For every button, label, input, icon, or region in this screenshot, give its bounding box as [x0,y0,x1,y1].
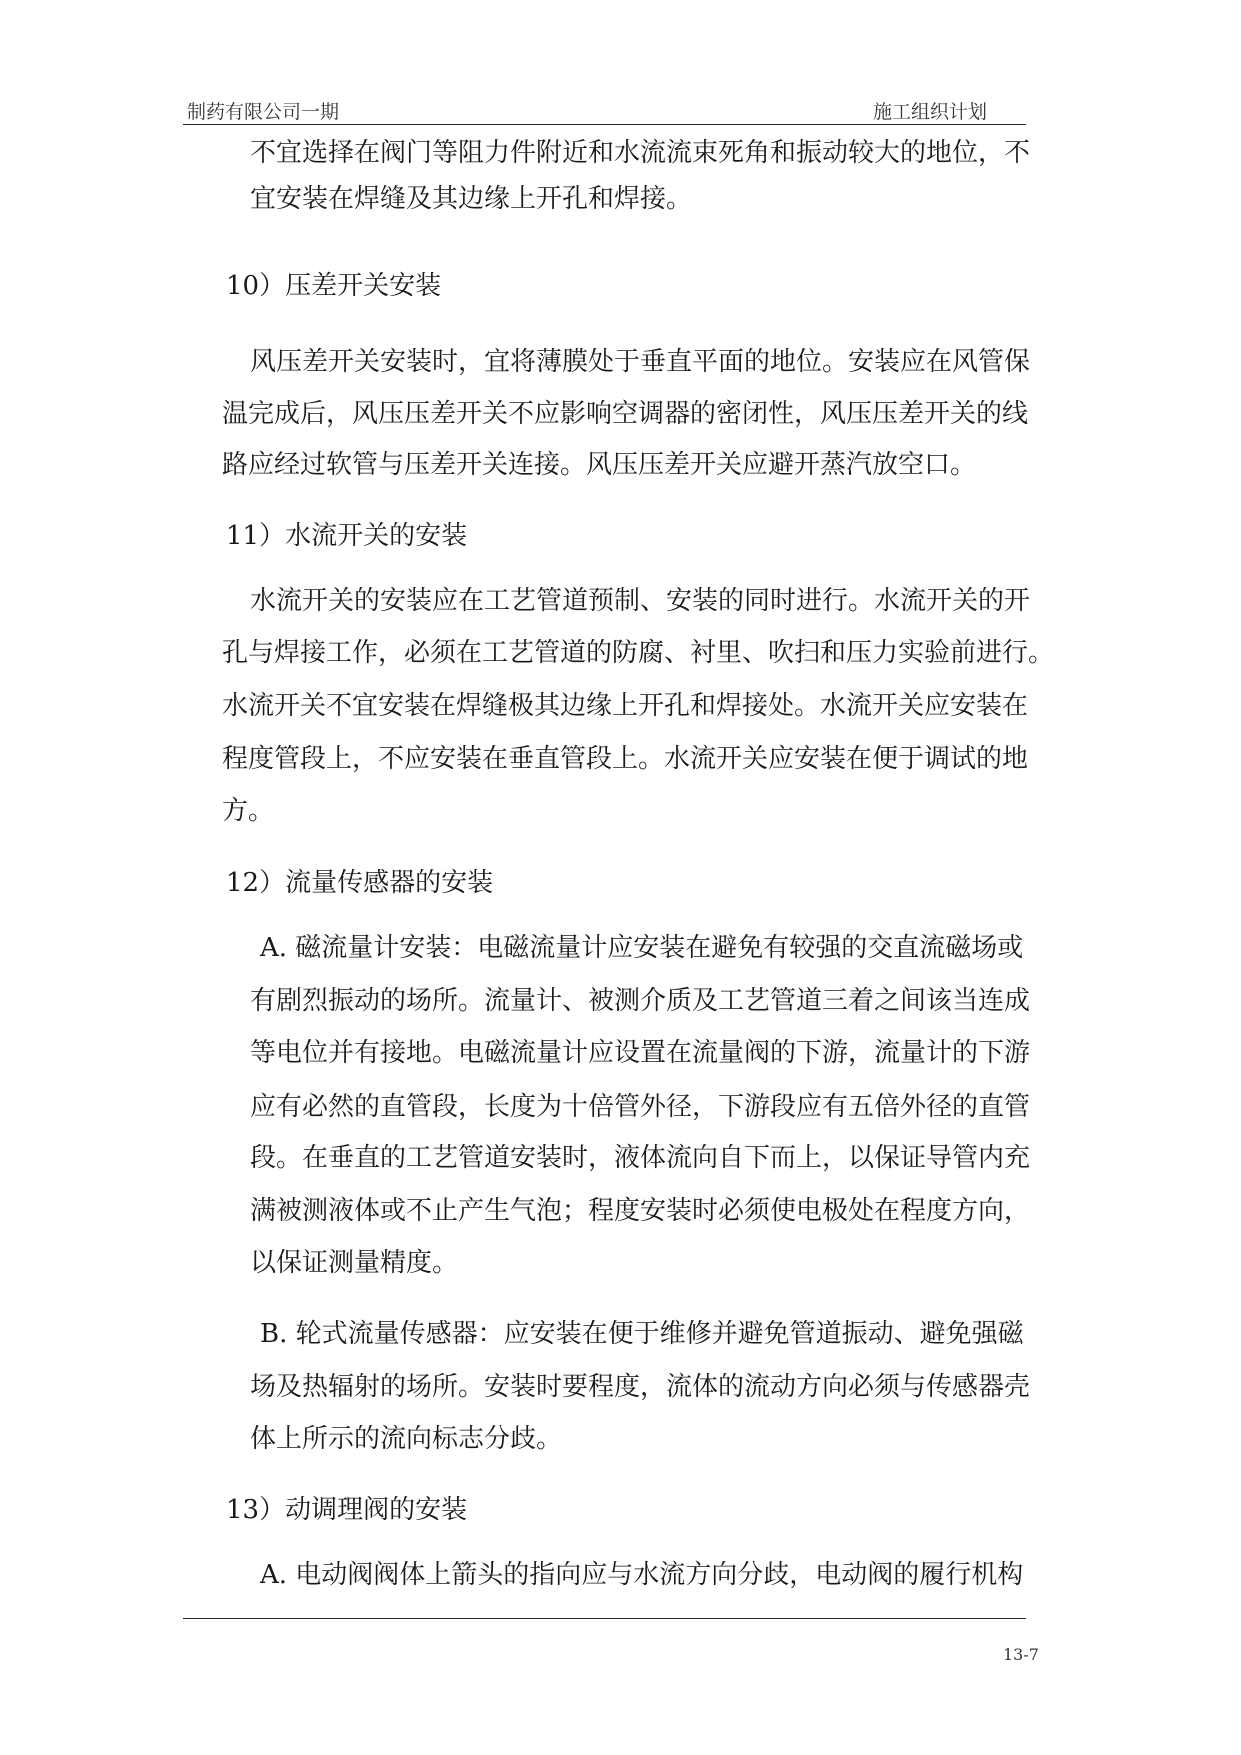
page-number: 13-7 [1003,1645,1039,1664]
header-divider [183,124,1026,125]
body-text-line: 水流开关的安装应在工艺管道预制、安装的同时进行。水流开关的开 [250,586,1031,616]
body-text-line: 宜安装在焊缝及其边缘上开孔和焊接。 [250,184,693,214]
page-header-left: 制药有限公司一期 [187,101,340,123]
body-text-line: 满被测液体或不止产生气泡；程度安装时必须使电极处在程度方向， [250,1196,1031,1226]
body-text-line: 水流开关不宜安装在焊缝极其边缘上开孔和焊接处。水流开关应安装在 [222,691,1029,721]
section-heading: 11）水流开关的安装 [226,521,468,551]
section-heading: 10）压差开关安装 [226,271,442,301]
body-text-line: 温完成后，风压压差开关不应影响空调器的密闭性，风压压差开关的线 [222,399,1029,429]
section-heading: 13）动调理阀的安装 [226,1495,468,1525]
body-text-line: 体上所示的流向标志分歧。 [250,1424,563,1454]
body-text-line: 孔与焊接工作，必须在工艺管道的防腐、衬里、吹扫和压力实验前进行。 [222,638,1055,668]
body-text-line: 路应经过软管与压差开关连接。风压压差开关应避开蒸汽放空口。 [222,450,977,480]
body-text-line: A. 磁流量计安装：电磁流量计应安装在避免有较强的交直流磁场或 [260,933,1024,963]
body-text-line: 段。在垂直的工艺管道安装时，液体流向自下而上，以保证导管内充 [250,1143,1031,1173]
body-text-line: B. 轮式流量传感器：应安装在便于维修并避免管道振动、避免强磁 [260,1319,1024,1349]
footer-divider [183,1618,1026,1619]
body-text-line: 等电位并有接地。电磁流量计应设置在流量阀的下游，流量计的下游 [250,1038,1031,1068]
body-text-line: 应有必然的直管段，长度为十倍管外径，下游段应有五倍外径的直管 [250,1092,1031,1122]
body-text-line: 不宜选择在阀门等阻力件附近和水流流束死角和振动较大的地位，不 [250,138,1031,168]
body-text-line: A. 电动阀阀体上箭头的指向应与水流方向分歧，电动阀的履行机构 [260,1560,1024,1590]
body-text-line: 场及热辐射的场所。安装时要程度，流体的流动方向必须与传感器壳 [250,1372,1031,1402]
section-heading: 12）流量传感器的安装 [226,868,494,898]
body-text-line: 有剧烈振动的场所。流量计、被测介质及工艺管道三着之间该当连成 [250,986,1031,1016]
body-text-line: 以保证测量精度。 [250,1248,459,1278]
body-text-line: 风压差开关安装时，宜将薄膜处于垂直平面的地位。安装应在风管保 [250,347,1031,377]
body-text-line: 方。 [222,796,275,826]
page-header-right: 施工组织计划 [873,101,988,123]
body-text-line: 程度管段上，不应安装在垂直管段上。水流开关应安装在便于调试的地 [222,744,1029,774]
